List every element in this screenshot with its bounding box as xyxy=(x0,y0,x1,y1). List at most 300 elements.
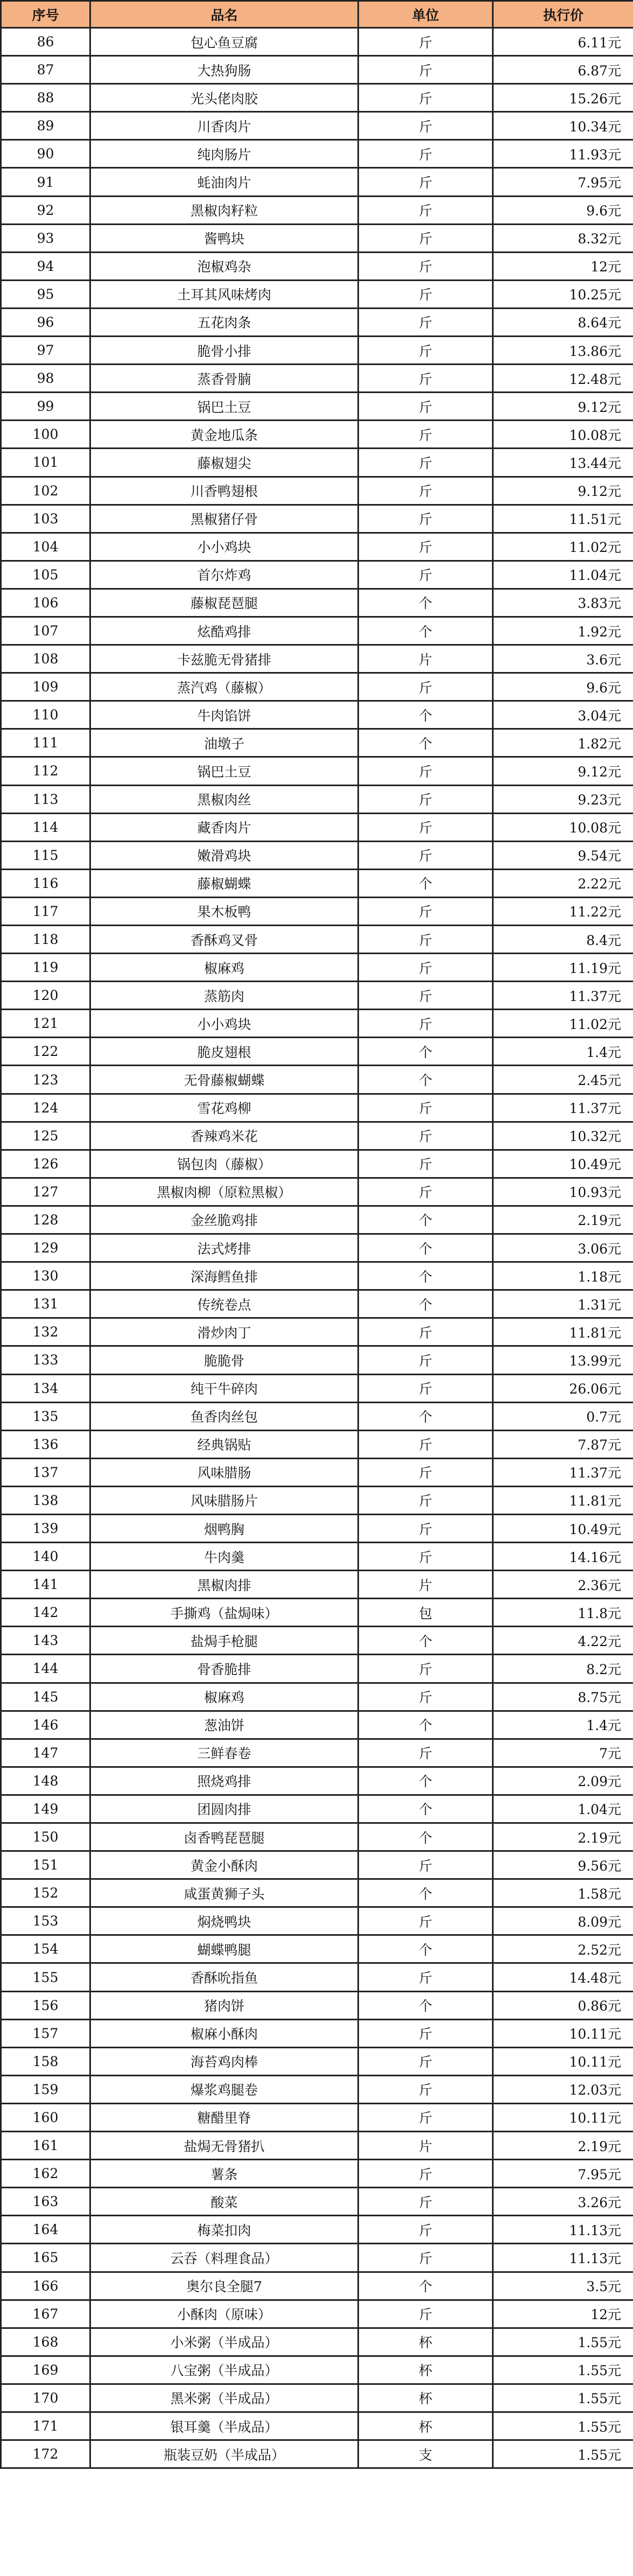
table-row xyxy=(1,1851,633,1879)
serial-number-cell: 131 xyxy=(1,1290,90,1318)
item-name-cell: 纯肉肠片 xyxy=(90,140,358,168)
item-name-cell: 烟鸭胸 xyxy=(90,1514,358,1542)
price-cell: 13.86元 xyxy=(493,337,633,365)
table-row xyxy=(1,1374,633,1402)
serial-number-cell: 133 xyxy=(1,1346,90,1374)
item-name-cell: 照烧鸡排 xyxy=(90,1767,358,1795)
item-name-cell: 脆皮翅根 xyxy=(90,1038,358,1066)
item-name-cell: 团圆肉排 xyxy=(90,1795,358,1823)
price-cell: 1.55元 xyxy=(493,2356,633,2384)
serial-number-cell: 103 xyxy=(1,505,90,533)
unit-cell: 包 xyxy=(358,1599,493,1627)
price-cell: 12元 xyxy=(493,2300,633,2328)
unit-cell: 斤 xyxy=(358,533,493,561)
price-cell: 11.22元 xyxy=(493,897,633,925)
serial-number-cell: 92 xyxy=(1,196,90,224)
item-name-cell: 香酥鸡叉骨 xyxy=(90,926,358,954)
table-row xyxy=(1,224,633,252)
item-name-cell: 黑米粥（半成品） xyxy=(90,2384,358,2412)
serial-number-cell: 134 xyxy=(1,1374,90,1402)
item-name-cell: 果木板鸭 xyxy=(90,897,358,925)
table-row xyxy=(1,813,633,841)
item-name-cell: 藤椒琵琶腿 xyxy=(90,589,358,617)
unit-cell: 斤 xyxy=(358,365,493,393)
table-row xyxy=(1,1430,633,1458)
serial-number-cell: 138 xyxy=(1,1486,90,1514)
price-cell: 11.37元 xyxy=(493,1094,633,1122)
price-cell: 9.12元 xyxy=(493,477,633,505)
unit-cell: 斤 xyxy=(358,337,493,365)
serial-number-cell: 137 xyxy=(1,1458,90,1486)
serial-number-cell: 141 xyxy=(1,1571,90,1599)
unit-cell: 斤 xyxy=(358,954,493,982)
item-name-cell: 经典锅贴 xyxy=(90,1430,358,1458)
serial-number-cell: 100 xyxy=(1,421,90,449)
unit-cell: 个 xyxy=(358,1262,493,1290)
table-row xyxy=(1,1795,633,1823)
unit-cell: 个 xyxy=(358,1767,493,1795)
item-name-cell: 香辣鸡米花 xyxy=(90,1122,358,1150)
unit-cell: 杯 xyxy=(358,2328,493,2356)
serial-number-cell: 96 xyxy=(1,308,90,336)
table-row xyxy=(1,2019,633,2047)
unit-cell: 斤 xyxy=(358,1178,493,1206)
table-row xyxy=(1,1543,633,1571)
item-name-cell: 蝴蝶鸭腿 xyxy=(90,1935,358,1963)
serial-number-cell: 162 xyxy=(1,2160,90,2188)
unit-cell: 斤 xyxy=(358,2244,493,2272)
serial-number-cell: 147 xyxy=(1,1739,90,1767)
price-cell: 26.06元 xyxy=(493,1374,633,1402)
table-row xyxy=(1,449,633,477)
serial-number-cell: 156 xyxy=(1,1991,90,2019)
unit-cell: 斤 xyxy=(358,168,493,196)
serial-number-cell: 132 xyxy=(1,1318,90,1346)
item-name-cell: 盐焗手枪腿 xyxy=(90,1627,358,1655)
price-cell: 10.25元 xyxy=(493,280,633,308)
item-name-cell: 黑椒肉籽粒 xyxy=(90,196,358,224)
table-row xyxy=(1,1683,633,1711)
unit-cell: 斤 xyxy=(358,28,493,56)
unit-cell: 斤 xyxy=(358,1963,493,1991)
price-cell: 8.09元 xyxy=(493,1907,633,1935)
price-cell: 9.6元 xyxy=(493,673,633,701)
table-row xyxy=(1,2075,633,2103)
serial-number-cell: 157 xyxy=(1,2019,90,2047)
item-name-cell: 蒸香骨腩 xyxy=(90,365,358,393)
table-row xyxy=(1,589,633,617)
item-name-cell: 锅包肉（藤椒） xyxy=(90,1150,358,1178)
table-row xyxy=(1,1823,633,1851)
price-cell: 2.22元 xyxy=(493,869,633,897)
unit-cell: 杯 xyxy=(358,2384,493,2412)
item-name-cell: 滑炒肉丁 xyxy=(90,1318,358,1346)
price-cell: 11.37元 xyxy=(493,1458,633,1486)
item-name-cell: 手撕鸡（盐焗味） xyxy=(90,1599,358,1627)
table-row xyxy=(1,477,633,505)
item-name-cell: 蚝油肉片 xyxy=(90,168,358,196)
item-name-cell: 锅巴土豆 xyxy=(90,393,358,421)
serial-number-cell: 164 xyxy=(1,2216,90,2244)
item-name-cell: 葱油饼 xyxy=(90,1711,358,1739)
item-name-cell: 蒸筋肉 xyxy=(90,982,358,1010)
item-name-cell: 云吞（料理食品） xyxy=(90,2244,358,2272)
unit-cell: 斤 xyxy=(358,1430,493,1458)
table-row xyxy=(1,1178,633,1206)
table-row xyxy=(1,1767,633,1795)
unit-cell: 片 xyxy=(358,2132,493,2160)
price-cell: 2.19元 xyxy=(493,1206,633,1234)
price-cell: 1.55元 xyxy=(493,2384,633,2412)
price-cell: 1.4元 xyxy=(493,1038,633,1066)
unit-cell: 片 xyxy=(358,645,493,673)
serial-number-cell: 171 xyxy=(1,2412,90,2440)
unit-cell: 斤 xyxy=(358,2103,493,2131)
serial-number-cell: 122 xyxy=(1,1038,90,1066)
table-row xyxy=(1,2216,633,2244)
item-name-cell: 黄金地瓜条 xyxy=(90,421,358,449)
table-row xyxy=(1,785,633,813)
table-row xyxy=(1,729,633,757)
unit-cell: 斤 xyxy=(358,280,493,308)
serial-number-cell: 112 xyxy=(1,757,90,785)
price-cell: 8.2元 xyxy=(493,1655,633,1683)
price-cell: 2.09元 xyxy=(493,1767,633,1795)
item-name-cell: 首尔炸鸡 xyxy=(90,561,358,589)
price-cell: 3.26元 xyxy=(493,2188,633,2216)
serial-number-cell: 160 xyxy=(1,2103,90,2131)
price-cell: 0.7元 xyxy=(493,1402,633,1430)
unit-cell: 斤 xyxy=(358,449,493,477)
serial-number-cell: 136 xyxy=(1,1430,90,1458)
unit-cell: 斤 xyxy=(358,505,493,533)
price-cell: 8.75元 xyxy=(493,1683,633,1711)
table-row xyxy=(1,617,633,645)
serial-number-cell: 148 xyxy=(1,1767,90,1795)
serial-number-cell: 102 xyxy=(1,477,90,505)
item-name-cell: 椒麻小酥肉 xyxy=(90,2019,358,2047)
unit-cell: 斤 xyxy=(358,841,493,869)
serial-number-cell: 120 xyxy=(1,982,90,1010)
table-row xyxy=(1,561,633,589)
table-row xyxy=(1,1907,633,1935)
table-row xyxy=(1,1262,633,1290)
item-name-cell: 川香鸭翅根 xyxy=(90,477,358,505)
price-cell: 15.26元 xyxy=(493,84,633,112)
serial-number-cell: 168 xyxy=(1,2328,90,2356)
item-name-cell: 银耳羹（半成品） xyxy=(90,2412,358,2440)
item-name-cell: 海苔鸡肉棒 xyxy=(90,2047,358,2075)
unit-cell: 斤 xyxy=(358,1739,493,1767)
price-cell: 11.93元 xyxy=(493,140,633,168)
price-cell: 1.4元 xyxy=(493,1711,633,1739)
unit-cell: 斤 xyxy=(358,2047,493,2075)
unit-cell: 斤 xyxy=(358,308,493,336)
price-cell: 11.02元 xyxy=(493,1010,633,1038)
item-name-cell: 奥尔良全腿7 xyxy=(90,2272,358,2300)
table-row xyxy=(1,1711,633,1739)
table-row xyxy=(1,1402,633,1430)
item-name-cell: 油墩子 xyxy=(90,729,358,757)
serial-number-cell: 126 xyxy=(1,1150,90,1178)
table-row xyxy=(1,112,633,140)
serial-number-cell: 94 xyxy=(1,252,90,280)
item-name-cell: 小米粥（半成品） xyxy=(90,2328,358,2356)
item-name-cell: 光头佬肉胶 xyxy=(90,84,358,112)
price-cell: 8.32元 xyxy=(493,224,633,252)
unit-cell: 个 xyxy=(358,1879,493,1907)
item-name-cell: 锅巴土豆 xyxy=(90,757,358,785)
item-name-cell: 小酥肉（原味） xyxy=(90,2300,358,2328)
item-name-cell: 酱鸭块 xyxy=(90,224,358,252)
unit-cell: 斤 xyxy=(358,673,493,701)
table-row xyxy=(1,421,633,449)
price-cell: 11.02元 xyxy=(493,533,633,561)
price-cell: 3.6元 xyxy=(493,645,633,673)
table-row xyxy=(1,1290,633,1318)
price-cell: 6.87元 xyxy=(493,56,633,84)
item-name-cell: 鱼香肉丝包 xyxy=(90,1402,358,1430)
table-body xyxy=(1,28,633,2468)
unit-cell: 个 xyxy=(358,589,493,617)
price-cell: 11.13元 xyxy=(493,2216,633,2244)
unit-cell: 个 xyxy=(358,1627,493,1655)
serial-number-cell: 86 xyxy=(1,28,90,56)
item-name-cell: 八宝粥（半成品） xyxy=(90,2356,358,2384)
table-row xyxy=(1,897,633,925)
serial-number-cell: 155 xyxy=(1,1963,90,1991)
table-row xyxy=(1,1010,633,1038)
table-row xyxy=(1,1318,633,1346)
serial-number-cell: 169 xyxy=(1,2356,90,2384)
table-row xyxy=(1,2188,633,2216)
price-cell: 11.81元 xyxy=(493,1318,633,1346)
table-row xyxy=(1,533,633,561)
serial-number-cell: 144 xyxy=(1,1655,90,1683)
item-name-cell: 牛肉馅饼 xyxy=(90,701,358,729)
table-row xyxy=(1,2160,633,2188)
serial-number-cell: 163 xyxy=(1,2188,90,2216)
serial-number-cell: 139 xyxy=(1,1514,90,1542)
table-row xyxy=(1,982,633,1010)
item-name-cell: 藏香肉片 xyxy=(90,813,358,841)
item-name-cell: 蒸汽鸡（藤椒） xyxy=(90,673,358,701)
price-cell: 2.19元 xyxy=(493,2132,633,2160)
price-cell: 13.99元 xyxy=(493,1346,633,1374)
table-row xyxy=(1,1879,633,1907)
serial-number-cell: 146 xyxy=(1,1711,90,1739)
table-row xyxy=(1,84,633,112)
unit-cell: 斤 xyxy=(358,2216,493,2244)
serial-number-cell: 154 xyxy=(1,1935,90,1963)
header-serial-number: 序号 xyxy=(1,1,90,28)
item-name-cell: 香酥吮指鱼 xyxy=(90,1963,358,1991)
unit-cell: 斤 xyxy=(358,1683,493,1711)
price-cell: 2.45元 xyxy=(493,1066,633,1094)
item-name-cell: 藤椒蝴蝶 xyxy=(90,869,358,897)
unit-cell: 斤 xyxy=(358,1318,493,1346)
table-row xyxy=(1,1571,633,1599)
price-cell: 11.51元 xyxy=(493,505,633,533)
table-row xyxy=(1,2132,633,2160)
item-name-cell: 黑椒肉柳（原粒黑椒） xyxy=(90,1178,358,1206)
unit-cell: 斤 xyxy=(358,84,493,112)
unit-cell: 斤 xyxy=(358,2075,493,2103)
price-cell: 7.87元 xyxy=(493,1430,633,1458)
table-row xyxy=(1,1739,633,1767)
price-cell: 12.03元 xyxy=(493,2075,633,2103)
serial-number-cell: 109 xyxy=(1,673,90,701)
unit-cell: 斤 xyxy=(358,1851,493,1879)
price-cell: 11.19元 xyxy=(493,954,633,982)
serial-number-cell: 140 xyxy=(1,1543,90,1571)
price-cell: 2.36元 xyxy=(493,1571,633,1599)
table-row xyxy=(1,757,633,785)
unit-cell: 斤 xyxy=(358,1094,493,1122)
price-cell: 10.93元 xyxy=(493,1178,633,1206)
serial-number-cell: 152 xyxy=(1,1879,90,1907)
serial-number-cell: 108 xyxy=(1,645,90,673)
price-cell: 12元 xyxy=(493,252,633,280)
serial-number-cell: 121 xyxy=(1,1010,90,1038)
serial-number-cell: 98 xyxy=(1,365,90,393)
unit-cell: 支 xyxy=(358,2440,493,2468)
price-cell: 10.11元 xyxy=(493,2047,633,2075)
serial-number-cell: 143 xyxy=(1,1627,90,1655)
unit-cell: 个 xyxy=(358,1038,493,1066)
item-name-cell: 黑椒肉排 xyxy=(90,1571,358,1599)
serial-number-cell: 130 xyxy=(1,1262,90,1290)
unit-cell: 斤 xyxy=(358,56,493,84)
item-name-cell: 牛肉羹 xyxy=(90,1543,358,1571)
table-row xyxy=(1,505,633,533)
price-cell: 9.6元 xyxy=(493,196,633,224)
unit-cell: 个 xyxy=(358,1402,493,1430)
item-name-cell: 小小鸡块 xyxy=(90,1010,358,1038)
table-row xyxy=(1,1234,633,1262)
serial-number-cell: 167 xyxy=(1,2300,90,2328)
serial-number-cell: 117 xyxy=(1,897,90,925)
unit-cell: 斤 xyxy=(358,393,493,421)
serial-number-cell: 107 xyxy=(1,617,90,645)
serial-number-cell: 149 xyxy=(1,1795,90,1823)
price-cell: 10.11元 xyxy=(493,2103,633,2131)
item-name-cell: 大热狗肠 xyxy=(90,56,358,84)
serial-number-cell: 159 xyxy=(1,2075,90,2103)
table-row xyxy=(1,196,633,224)
item-name-cell: 川香肉片 xyxy=(90,112,358,140)
table-row xyxy=(1,2356,633,2384)
serial-number-cell: 127 xyxy=(1,1178,90,1206)
table-row xyxy=(1,1486,633,1514)
price-cell: 1.04元 xyxy=(493,1795,633,1823)
unit-cell: 个 xyxy=(358,1711,493,1739)
price-cell: 10.11元 xyxy=(493,2019,633,2047)
item-name-cell: 卤香鸭琵琶腿 xyxy=(90,1823,358,1851)
unit-cell: 个 xyxy=(358,1066,493,1094)
unit-cell: 斤 xyxy=(358,1486,493,1514)
serial-number-cell: 145 xyxy=(1,1683,90,1711)
serial-number-cell: 87 xyxy=(1,56,90,84)
table-row xyxy=(1,1935,633,1963)
item-name-cell: 风味腊肠片 xyxy=(90,1486,358,1514)
serial-number-cell: 165 xyxy=(1,2244,90,2272)
price-cell: 1.55元 xyxy=(493,2328,633,2356)
unit-cell: 斤 xyxy=(358,561,493,589)
unit-cell: 斤 xyxy=(358,2188,493,2216)
unit-cell: 斤 xyxy=(358,477,493,505)
item-name-cell: 包心鱼豆腐 xyxy=(90,28,358,56)
price-cell: 6.11元 xyxy=(493,28,633,56)
item-name-cell: 传统卷点 xyxy=(90,1290,358,1318)
header-item-name: 品名 xyxy=(90,1,358,28)
serial-number-cell: 106 xyxy=(1,589,90,617)
unit-cell: 斤 xyxy=(358,1907,493,1935)
item-name-cell: 纯干牛碎肉 xyxy=(90,1374,358,1402)
table-row xyxy=(1,701,633,729)
unit-cell: 斤 xyxy=(358,1543,493,1571)
serial-number-cell: 158 xyxy=(1,2047,90,2075)
item-name-cell: 椒麻鸡 xyxy=(90,1683,358,1711)
table-row xyxy=(1,1991,633,2019)
table-row xyxy=(1,2412,633,2440)
unit-cell: 斤 xyxy=(358,2300,493,2328)
table-row xyxy=(1,1122,633,1150)
item-name-cell: 三鲜春卷 xyxy=(90,1739,358,1767)
price-cell: 8.4元 xyxy=(493,926,633,954)
item-name-cell: 脆骨小排 xyxy=(90,337,358,365)
item-name-cell: 薯条 xyxy=(90,2160,358,2188)
table-row xyxy=(1,2300,633,2328)
item-name-cell: 黑椒猪仔骨 xyxy=(90,505,358,533)
price-cell: 10.08元 xyxy=(493,421,633,449)
serial-number-cell: 114 xyxy=(1,813,90,841)
table-row xyxy=(1,1206,633,1234)
item-name-cell: 小小鸡块 xyxy=(90,533,358,561)
item-name-cell: 土耳其风味烤肉 xyxy=(90,280,358,308)
serial-number-cell: 93 xyxy=(1,224,90,252)
unit-cell: 杯 xyxy=(358,2356,493,2384)
price-cell: 1.92元 xyxy=(493,617,633,645)
table-row xyxy=(1,954,633,982)
price-cell: 1.55元 xyxy=(493,2440,633,2468)
table-row xyxy=(1,252,633,280)
table-row xyxy=(1,1066,633,1094)
unit-cell: 斤 xyxy=(358,982,493,1010)
table-row xyxy=(1,280,633,308)
serial-number-cell: 111 xyxy=(1,729,90,757)
item-name-cell: 梅菜扣肉 xyxy=(90,2216,358,2244)
price-cell: 3.06元 xyxy=(493,1234,633,1262)
item-name-cell: 猪肉饼 xyxy=(90,1991,358,2019)
unit-cell: 斤 xyxy=(358,1122,493,1150)
serial-number-cell: 124 xyxy=(1,1094,90,1122)
table-row xyxy=(1,1655,633,1683)
price-cell: 4.22元 xyxy=(493,1627,633,1655)
table-row xyxy=(1,28,633,56)
unit-cell: 斤 xyxy=(358,1514,493,1542)
price-cell: 3.5元 xyxy=(493,2272,633,2300)
item-name-cell: 脆脆骨 xyxy=(90,1346,358,1374)
table-row xyxy=(1,393,633,421)
price-cell: 11.8元 xyxy=(493,1599,633,1627)
serial-number-cell: 166 xyxy=(1,2272,90,2300)
table-row xyxy=(1,2103,633,2131)
table-row xyxy=(1,1346,633,1374)
item-name-cell: 五花肉条 xyxy=(90,308,358,336)
item-name-cell: 爆浆鸡腿卷 xyxy=(90,2075,358,2103)
table-row xyxy=(1,2047,633,2075)
